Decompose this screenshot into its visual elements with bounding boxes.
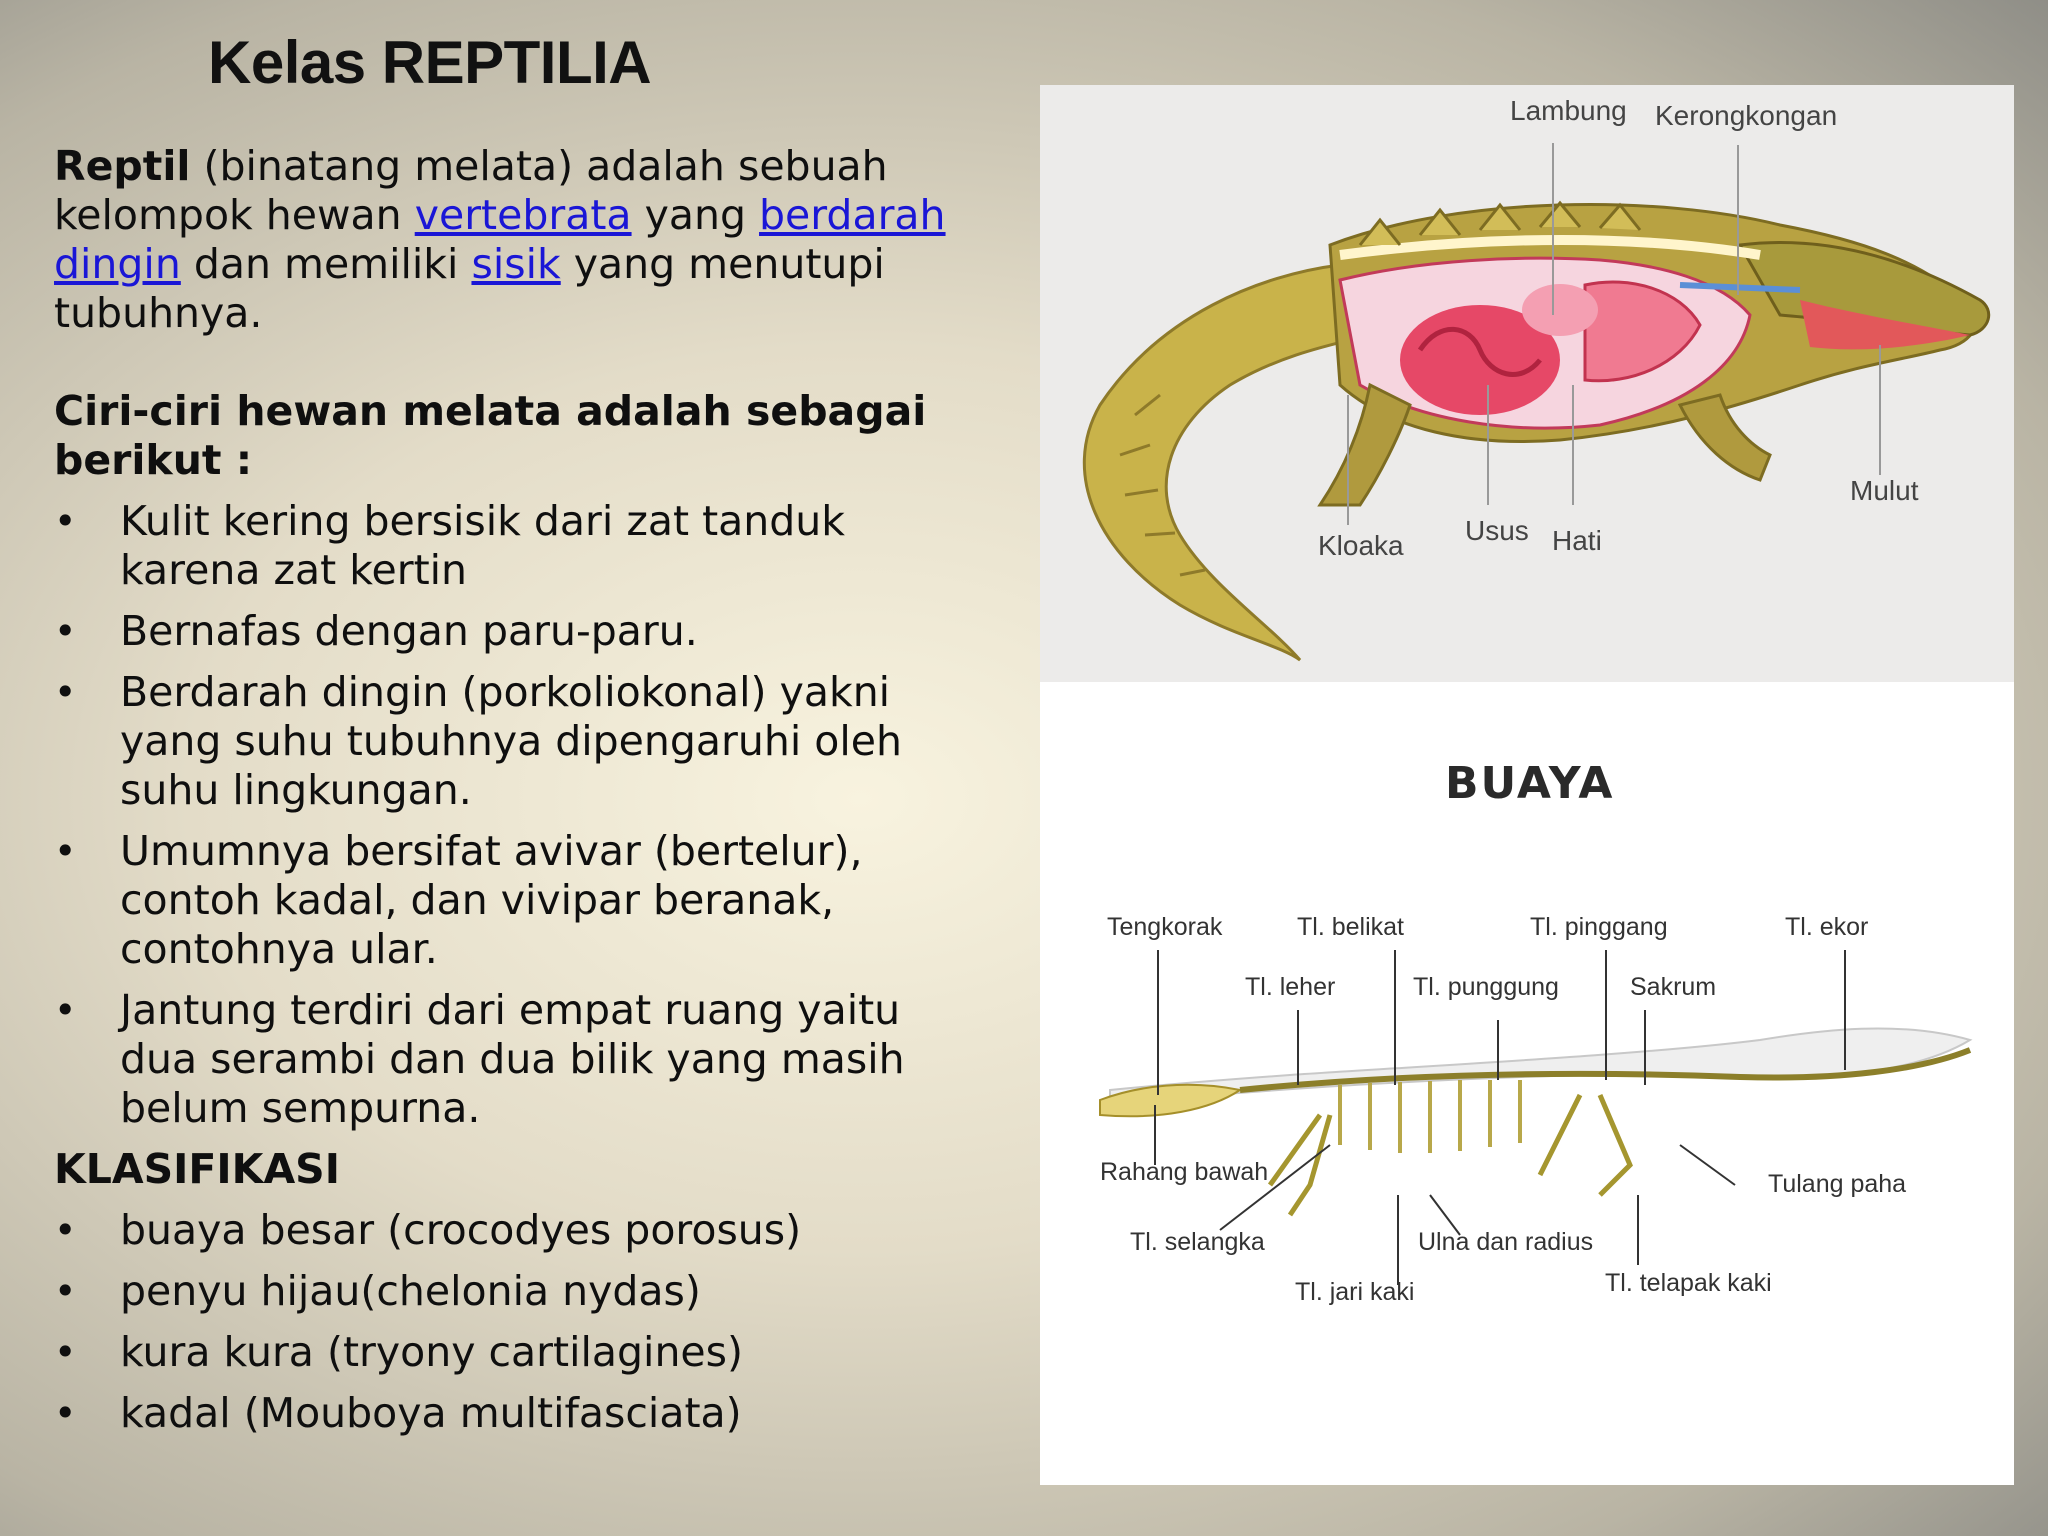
label-tengkorak: Tengkorak xyxy=(1107,913,1223,941)
ribs xyxy=(1340,1080,1520,1153)
intro-paragraph xyxy=(54,142,974,338)
figure-panel xyxy=(1040,85,2014,1485)
ciri-item: • Umumnya bersifat avivar (bertelur), contoh kadal, dan vivipar beranak, contohnya ular. xyxy=(54,827,974,974)
label-tl-telapak-kaki: Tl. telapak kaki xyxy=(1605,1269,1772,1297)
text-column xyxy=(54,142,974,1438)
intro-text-1: (binatang melata) adalah sebuah kelompok hewan xyxy=(54,142,888,239)
link-berdarah-dingin[interactable]: berdarah dingin xyxy=(54,191,946,288)
label-tl-ekor: Tl. ekor xyxy=(1785,913,1869,941)
stomach-shape xyxy=(1522,284,1598,336)
label-ulna-dan-radius: Ulna dan radius xyxy=(1418,1228,1594,1256)
label-lambung: Lambung xyxy=(1510,95,1627,126)
label-hati: Hati xyxy=(1552,525,1602,556)
klasifikasi-item: • penyu hijau(chelonia nydas) xyxy=(54,1267,974,1316)
klasifikasi-item: • buaya besar (crocodyes porosus) xyxy=(54,1206,974,1255)
klasifikasi-heading: KLASIFIKASI xyxy=(54,1145,340,1193)
label-kloaka: Kloaka xyxy=(1318,530,1404,561)
front-limb-bones xyxy=(1270,1115,1330,1215)
label-tulang-paha: Tulang paha xyxy=(1768,1170,1907,1198)
label-kerongkongan: Kerongkongan xyxy=(1655,100,1838,131)
label-tl-pinggang: Tl. pinggang xyxy=(1530,913,1668,941)
klasifikasi-item: • kadal (Mouboya multifasciata) xyxy=(54,1389,974,1438)
label-mulut: Mulut xyxy=(1850,475,1919,506)
intro-text-2: yang xyxy=(631,191,760,239)
intro-text-3: dan memiliki xyxy=(180,240,472,288)
label-tl-selangka: Tl. selangka xyxy=(1130,1228,1265,1256)
link-vertebrata[interactable]: vertebrata xyxy=(414,191,632,239)
intro-text-4: yang menutupi tubuhnya. xyxy=(54,240,885,337)
label-tl-punggung: Tl. punggung xyxy=(1413,973,1559,1001)
skeleton-body-outline xyxy=(1110,1028,1970,1105)
label-tl-jari-kaki: Tl. jari kaki xyxy=(1295,1278,1415,1306)
skeleton-heading: BUAYA xyxy=(1445,758,1615,809)
klasifikasi-item: • kura kura (tryony cartilagines) xyxy=(54,1328,974,1377)
ciri-heading: Ciri-ciri hewan melata adalah sebagai berikut : xyxy=(54,387,927,484)
klasifikasi-list xyxy=(54,1206,974,1438)
intro-term: Reptil xyxy=(54,142,191,190)
link-sisik[interactable]: sisik xyxy=(471,240,561,288)
label-rahang-bawah: Rahang bawah xyxy=(1100,1158,1269,1186)
label-usus: Usus xyxy=(1465,515,1529,546)
slide-title: Kelas REPTILIA xyxy=(208,29,652,96)
ciri-item: • Kulit kering bersisik dari zat tanduk karena zat kertin xyxy=(54,497,974,595)
label-tl-leher: Tl. leher xyxy=(1245,973,1336,1001)
crocodile-figures xyxy=(1040,85,2014,1485)
ciri-item: • Bernafas dengan paru-paru. xyxy=(54,607,974,656)
ciri-list xyxy=(54,497,974,1133)
ciri-item: • Jantung terdiri dari empat ruang yaitu dua serambi dan dua bilik yang masih belum sempurna. xyxy=(54,986,974,1133)
ciri-item: • Berdarah dingin (porkoliokonal) yakni yang suhu tubuhnya dipengaruhi oleh suhu lingkungan. xyxy=(54,668,974,815)
label-sakrum: Sakrum xyxy=(1630,973,1717,1001)
label-tl-belikat: Tl. belikat xyxy=(1297,913,1404,941)
hind-limb-bones xyxy=(1540,1095,1630,1195)
